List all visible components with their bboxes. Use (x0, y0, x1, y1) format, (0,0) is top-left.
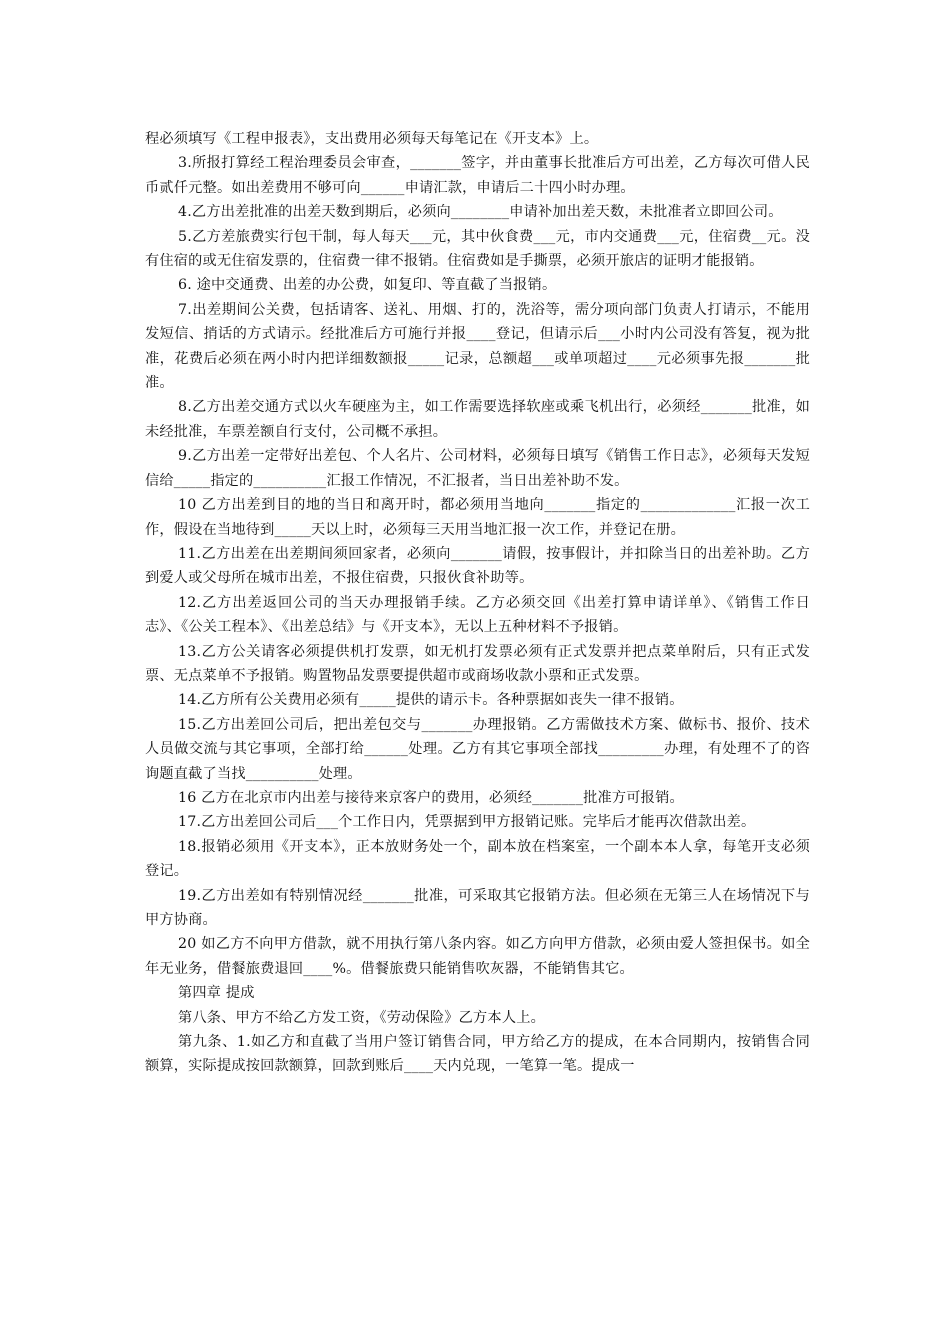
paragraph-15: 17.乙方出差回公司后___个工作日内，凭票据到甲方报销记账。完毕后才能再次借款出差。 (178, 814, 756, 831)
paragraph-16: 18.报销必须用《开支本》，正本放财务处一个，副本放在档案室，一个副本本人拿，每笔开支必须登记。 (145, 838, 810, 880)
paragraph-3: 5.乙方差旅费实行包干制，每人每天___元，其中伙食费___元，市内交通费___元，住宿费__元。没有住宿的或无住宿发票的，住宿费一律不报销。住宿费如是手撕票，必须开旅店的证明才能报销。 (145, 228, 810, 270)
paragraph-17: 19.乙方出差如有特别情况经_______批准，可采取其它报销方法。但必须在无第三人在场情况下与甲方协商。 (145, 887, 810, 928)
paragraph-0: 程必须填写《工程申报表》，支出费用必须每天每笔记在《开支本》上。 (145, 131, 599, 147)
paragraph-4: 6. 途中交通费、出差的办公费，如复印、等直截了当报销。 (178, 277, 557, 294)
paragraph-12: 14.乙方所有公关费用必须有_____提供的请示卡。各种票据如丧失一律不报销。 (178, 692, 684, 709)
paragraph-5: 7.出差期间公关费，包括请客、送礼、用烟、打的，洗浴等，需分项向部门负责人打请示，不能用发短信、捎话的方式请示。经批准后方可施行并报____登记，但请示后___小时内公司没有答复，视为批准，花费后必须在两小时内把详细数额报_____记录，总额超___或单项超过____元必须事先报_______批准。 (145, 301, 810, 392)
paragraph-18: 20 如乙方不向甲方借款，就不用执行第八条内容。如乙方向甲方借款，必须由爱人签担保书。如全年无业务，借餐旅费退回____%。借餐旅费只能销售吹灰器，不能销售其它。 (145, 936, 810, 977)
paragraph-11: 13.乙方公关请客必须提供机打发票，如无机打发票必须有正式发票并把点菜单附后，只有正式发票、无点菜单不予报销。购置物品发票要提供超市或商场收款小票和正式发票。 (145, 643, 810, 684)
paragraph-1: 3.所报打算经工程治理委员会审查，_______签字，并由董事长批准后方可出差，乙方每次可借人民币贰仟元整。如出差费用不够可向______申请汇款，申请后二十四小时办理。 (145, 155, 810, 196)
paragraph-6: 8.乙方出差交通方式以火车硬座为主，如工作需要选择软座或乘飞机出行，必须经_______批准，如未经批准，车票差额自行支付，公司概不承担。 (145, 399, 810, 440)
paragraph-13: 15.乙方出差回公司后，把出差包交与_______办理报销。乙方需做技术方案、做标书、报价、技术人员做交流与其它事项，全部打给______处理。乙方有其它事项全部找_________办理，有处理不了的咨询题直截了当找__________处理。 (145, 716, 810, 782)
paragraph-21: 第九条、1.如乙方和直截了当用户签订销售合同，甲方给乙方的提成，在本合同期内，按销售合同额算，实际提成按回款额算，回款到账后____天内兑现，一笔算一笔。提成一 (145, 1034, 810, 1075)
paragraph-10: 12.乙方出差返回公司的当天办理报销手续。乙方必须交回《出差打算申请详单》、《销售工作日志》、《公关工程本》、《出差总结》与《开支本》，无以上五种材料不予报销。 (145, 594, 810, 636)
paragraph-20: 第八条、甲方不给乙方发工资，《劳动保险》乙方本人上。 (178, 1009, 545, 1026)
paragraph-9: 11.乙方出差在出差期间须回家者，必须向_______请假，按事假计，并扣除当日的出差补助。乙方到爱人或父母所在城市出差，不报住宿费，只报伙食补助等。 (145, 545, 810, 587)
paragraph-8: 10 乙方出差到目的地的当日和离开时，都必须用当地向_______指定的_____________汇报一次工作，假设在当地待到_____天以上时，必须每三天用当地汇报一次工作，并登记在册。 (145, 497, 810, 538)
paragraph-2: 4.乙方出差批准的出差天数到期后，必须向________申请补加出差天数，未批准者立即回公司。 (178, 204, 783, 221)
chapter-heading: 第四章 提成 (178, 985, 255, 1002)
paragraph-14: 16 乙方在北京市内出差与接待来京客户的费用，必须经_______批准方可报销。 (178, 789, 684, 806)
document-body (145, 127, 810, 1079)
paragraph-7: 9.乙方出差一定带好出差包、个人名片、公司材料，必须每日填写《销售工作日志》，必须每天发短信给_____指定的__________汇报工作情况，不汇报者，当日出差补助不发。 (145, 448, 810, 489)
